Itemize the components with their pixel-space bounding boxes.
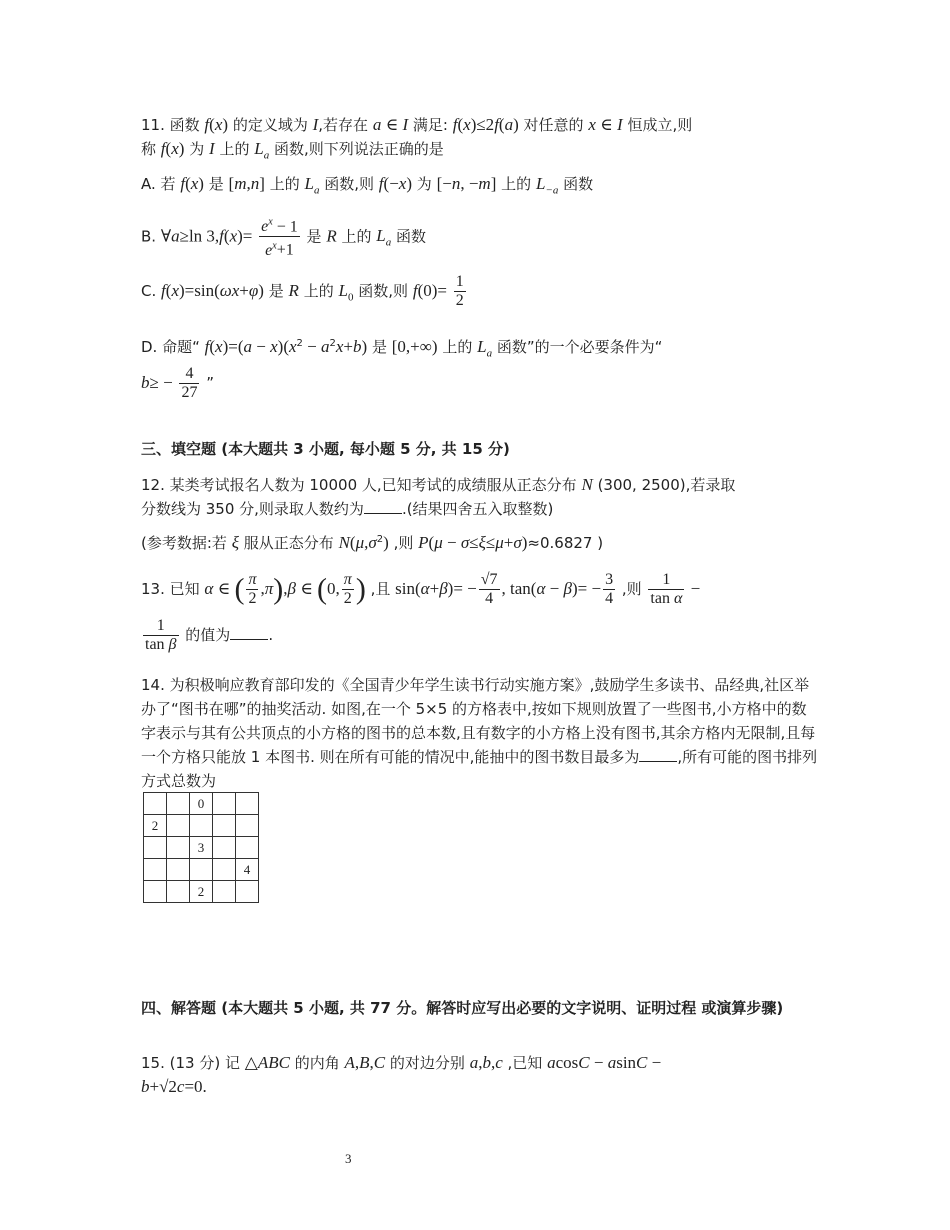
grid-cell: [144, 793, 167, 815]
q15-text: 15. (13 分) 记 △ABC 的内角 A,B,C 的对边分别 a,b,c ,已知 acosC − asinC − b+√2c=0.: [141, 1053, 662, 1096]
grid-cell: [167, 859, 190, 881]
q14-text: 14. 为积极响应教育部印发的《全国青少年学生读书行动实施方案》,鼓励学生多读书、品经典,社区举办了“图书在哪”的抽奖活动. 如图,在一个 5×5 的方格表中,按如下规则放置了一些图书,小方格中的数字表示与其有公共顶点的小方格的图书的总本数,且有数字的小方格上没有图书,其余方格内无限制,且每一个方格只能放 1 本图书. 则在所有可能的情况中,能抽中的图书数目最多为 ,所有可能的图书排列方式总数为: [141, 676, 818, 790]
answer-blank: [364, 499, 402, 514]
section-4-title: 四、解答题 (本大题共 5 小题, 共 77 分。解答时应写出必要的文字说明、证明过程 或演算步骤): [141, 999, 784, 1017]
grid-cell: [236, 815, 259, 837]
grid-cell: [213, 815, 236, 837]
grid-cell: [144, 881, 167, 903]
grid-cell: [213, 881, 236, 903]
q13-text: 13. 已知 α ∈ ( $\frac{\pi}{2}$ ,π),β ∈ (0, $\frac{\pi}{2}$ ) ,且 sin(α+β)= − $\frac{√7}{4}$ , tan(α − β)= − $\frac{3}{4}$ ,则 $\frac{1}{\text{tan α}}$ − $\frac{1}{\text{tan β}}$ 的值为 .: [141, 571, 701, 653]
grid-row: [144, 837, 259, 859]
grid-cell: [167, 815, 190, 837]
answer-blank: [639, 747, 677, 762]
grid-cell: [167, 881, 190, 903]
q11-option-b: B. ∀a≥ln 3,f(x)= $\frac{e^x - 1}{e^x+1}$ 是 R 上的 $L_a$ 函数: [141, 214, 821, 260]
grid-cell: [236, 837, 259, 859]
grid-cell: [167, 793, 190, 815]
grid-cell: [213, 793, 236, 815]
grid-cell: [190, 859, 213, 881]
q11-stem: 11. 函数 f(x) 的定义域为 I,若存在 a ∈ I 满足: f(x)≤2f(a) 对任意的 x ∈ I 恒成立,则 称 f(x) 为 I 上的 $L_a$ 函数,则下列说法正确的是: [141, 115, 693, 162]
q11-option-d: D. 命题“ $f(x)=(a - x)(x^2 - a^2x+b)$ 是 [0,+∞) 上的 $L_a$ 函数”的一个必要条件为“ b≥ − $\frac{4}{27}$ ”: [141, 337, 663, 402]
grid-cell: [144, 837, 167, 859]
section-3-title: 三、填空题 (本大题共 3 小题, 每小题 5 分, 共 15 分): [141, 440, 510, 458]
book-grid-5x5: [143, 792, 259, 903]
grid-cell: [213, 859, 236, 881]
grid-cell: [190, 815, 213, 837]
grid-row: [144, 859, 259, 881]
grid-row: [144, 815, 259, 837]
grid-cell: [167, 837, 190, 859]
grid-cell: 4: [236, 859, 259, 881]
grid-cell: [144, 859, 167, 881]
q12-reference: (参考数据:若 ξ 服从正态分布 $N(\mu,\sigma^2)$ ,则 P(μ − σ≤ξ≤μ+σ)≈0.6827 ): [141, 533, 604, 552]
grid-cell: [236, 793, 259, 815]
grid-cell: 3: [190, 837, 213, 859]
q12-text: 12. 某类考试报名人数为 10000 人,已知考试的成绩服从正态分布 N (300, 2500),若录取 分数线为 350 分,则录取人数约为 .(结果四舍五入取整数): [141, 475, 736, 518]
grid-row: [144, 881, 259, 903]
grid-cell: 0: [190, 793, 213, 815]
grid-cell: 2: [190, 881, 213, 903]
grid-cell: [236, 881, 259, 903]
page-number: 3: [345, 1151, 352, 1166]
answer-blank: [230, 625, 268, 640]
grid-cell: [213, 837, 236, 859]
q11-option-c: C. f(x)=sin(ωx+φ) 是 R 上的 $L_0$ 函数,则 f(0)= $\frac{1}{2}$: [141, 273, 464, 309]
grid-row: [144, 793, 259, 815]
q11-option-a: A. 若 f(x) 是 [m,n] 上的 $L_a$ 函数,则 f(−x) 为 [−n, −m] 上的 $L_{-a}$ 函数: [141, 174, 594, 197]
grid-cell: 2: [144, 815, 167, 837]
